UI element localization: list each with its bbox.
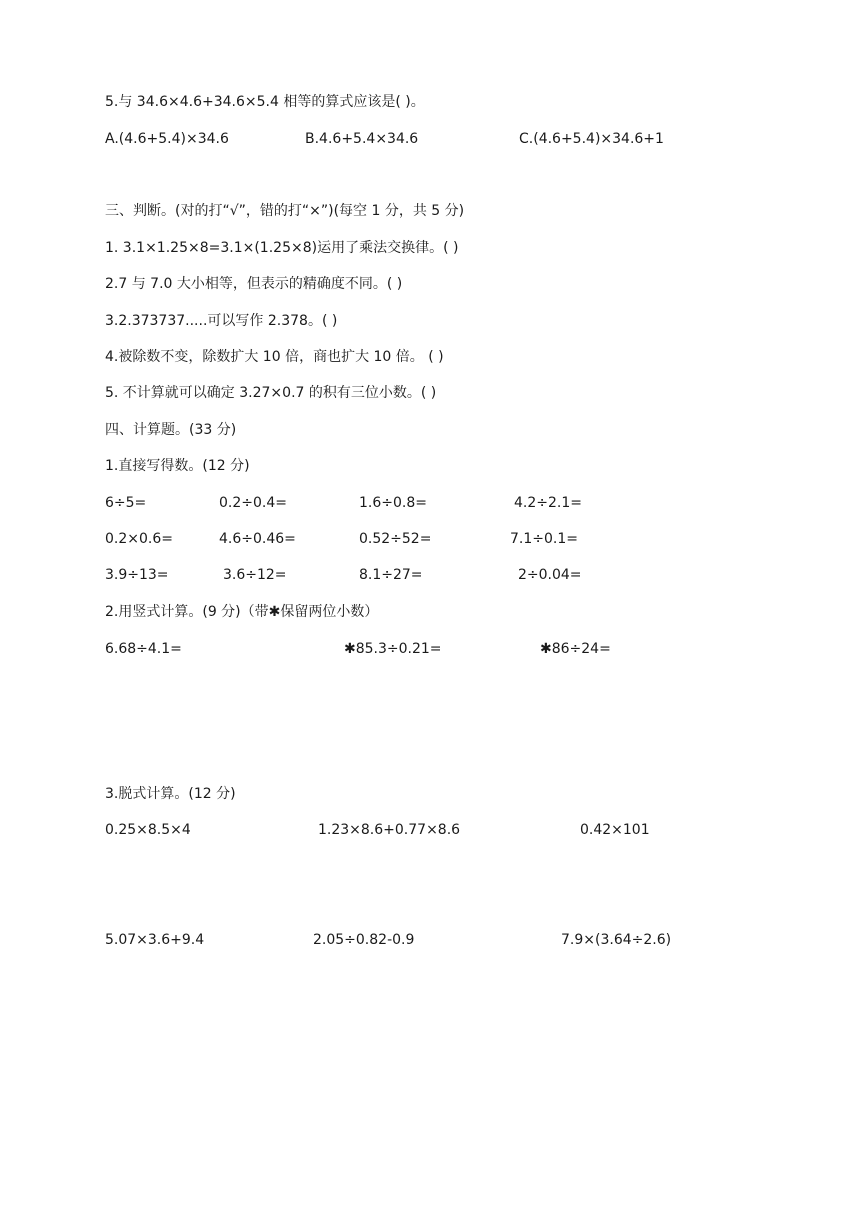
step-calc-item: 5.07×3.6+9.4 xyxy=(105,932,205,948)
section-3-heading: 三、判断。(对的打“√”，错的打“×”)(每空 1 分，共 5 分) xyxy=(105,203,465,219)
question-5-stem: 5.与 34.6×4.6+34.6×5.4 相等的算式应该是( )。 xyxy=(105,94,425,110)
direct-calc-item: 4.6÷0.46= xyxy=(219,531,296,547)
judge-item-3: 3.2.373737.....可以写作 2.378。( ) xyxy=(105,313,338,329)
direct-calc-item: 3.9÷13= xyxy=(105,567,169,583)
direct-calc-item: 0.52÷52= xyxy=(359,531,432,547)
judge-item-1: 1. 3.1×1.25×8=3.1×(1.25×8)运用了乘法交换律。( ) xyxy=(105,240,459,256)
step-calc-item: 0.42×101 xyxy=(580,822,650,838)
direct-calc-item: 3.6÷12= xyxy=(223,567,287,583)
step-calc-item: 1.23×8.6+0.77×8.6 xyxy=(318,822,461,838)
direct-calc-item: 2÷0.04= xyxy=(518,567,582,583)
judge-item-4: 4.被除数不变，除数扩大 10 倍，商也扩大 10 倍。 ( ) xyxy=(105,349,444,365)
part-3-title: 3.脱式计算。(12 分) xyxy=(105,786,236,802)
direct-calc-item: 1.6÷0.8= xyxy=(359,495,427,511)
direct-calc-item: 0.2×0.6= xyxy=(105,531,173,547)
part-2-title: 2.用竖式计算。(9 分)（带✱保留两位小数） xyxy=(105,604,379,620)
vertical-calc-item: ✱86÷24= xyxy=(540,641,611,657)
direct-calc-item: 0.2÷0.4= xyxy=(219,495,287,511)
section-4-heading: 四、计算题。(33 分) xyxy=(105,422,237,438)
direct-calc-item: 4.2÷2.1= xyxy=(514,495,582,511)
judge-item-5: 5. 不计算就可以确定 3.27×0.7 的积有三位小数。( ) xyxy=(105,385,437,401)
step-calc-item: 7.9×(3.64÷2.6) xyxy=(561,932,672,948)
direct-calc-item: 7.1÷0.1= xyxy=(510,531,578,547)
question-5-option-b: B.4.6+5.4×34.6 xyxy=(305,131,419,147)
vertical-calc-item: ✱85.3÷0.21= xyxy=(344,641,442,657)
part-1-title: 1.直接写得数。(12 分) xyxy=(105,458,250,474)
vertical-calc-item: 6.68÷4.1= xyxy=(105,641,182,657)
question-5-option-a: A.(4.6+5.4)×34.6 xyxy=(105,131,229,147)
step-calc-item: 2.05÷0.82-0.9 xyxy=(313,932,415,948)
step-calc-item: 0.25×8.5×4 xyxy=(105,822,191,838)
judge-item-2: 2.7 与 7.0 大小相等，但表示的精确度不同。( ) xyxy=(105,276,403,292)
direct-calc-item: 8.1÷27= xyxy=(359,567,423,583)
direct-calc-item: 6÷5= xyxy=(105,495,147,511)
question-5-option-c: C.(4.6+5.4)×34.6+1 xyxy=(519,131,664,147)
